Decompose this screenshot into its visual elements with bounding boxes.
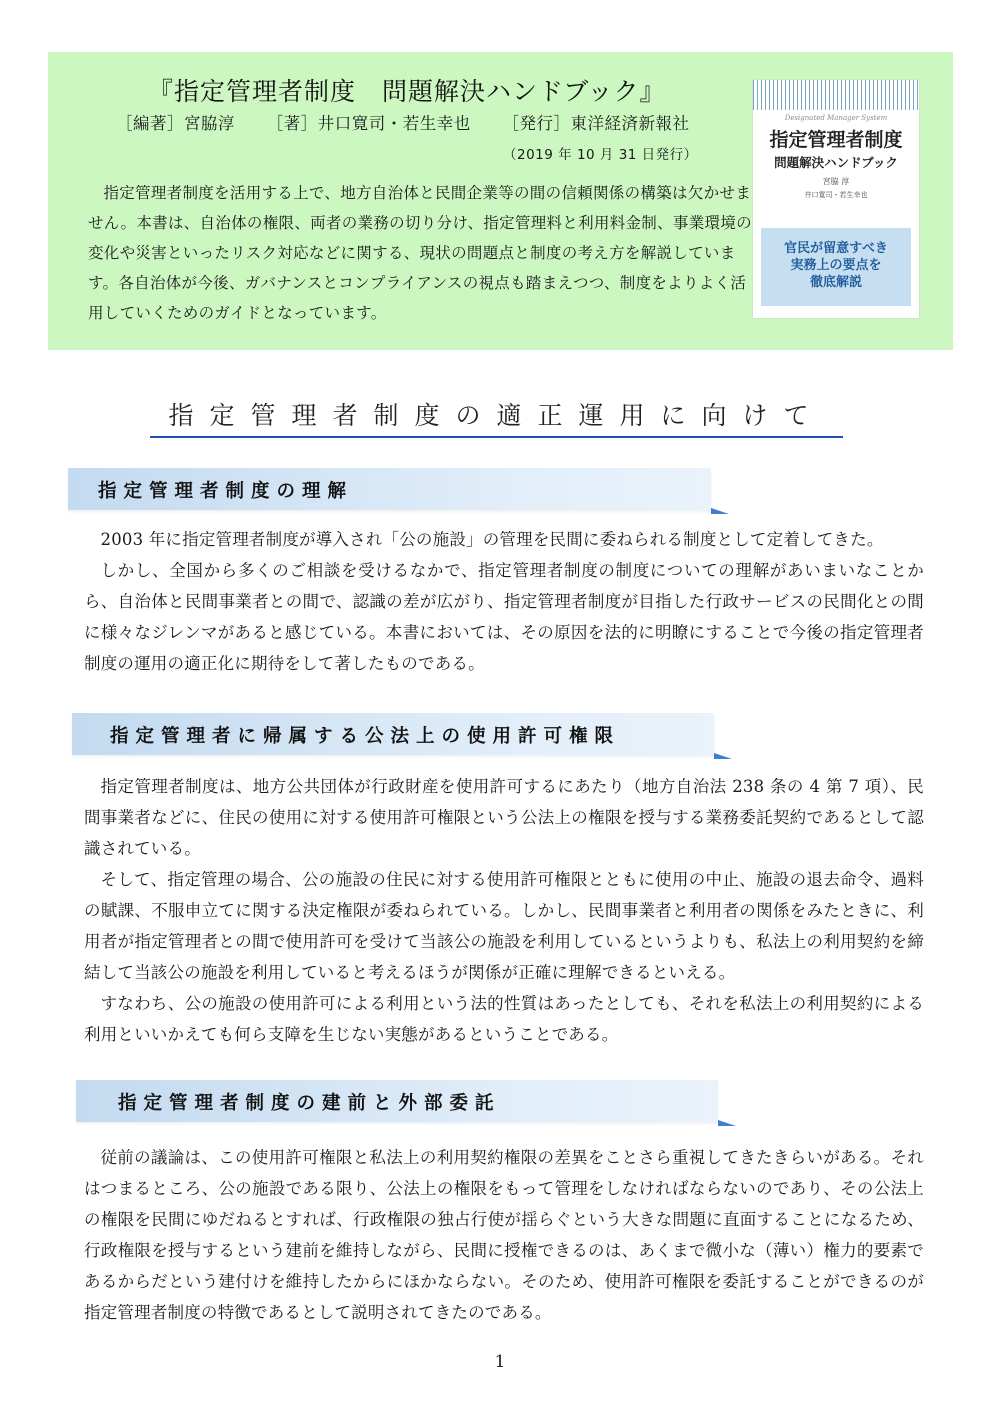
book-editor: ［編著］宮脇淳	[116, 114, 235, 133]
section-header	[72, 713, 714, 755]
section-heading: 指定管理者制度の理解	[98, 481, 354, 502]
book-promo-box	[48, 52, 953, 350]
cover-band-line: 実務上の要点を	[790, 258, 882, 273]
section-header-tail	[711, 508, 729, 514]
cover-subtitle-en: Designated Manager System	[784, 114, 888, 122]
cover-band-text	[761, 240, 911, 291]
page-number: 1	[494, 1352, 506, 1372]
cover-author: 宮脇 淳	[822, 177, 850, 186]
cover-band-line: 官民が留意すべき	[784, 241, 888, 256]
cover-band	[761, 228, 911, 306]
paragraph: 2003 年に指定管理者制度が導入され「公の施設」の管理を民間に委ねられる制度として定着してきた。	[100, 530, 884, 549]
book-publisher: ［発行］東洋経済新報社	[502, 114, 690, 133]
book-authors: ［著］井口寛司・若生幸也	[266, 114, 471, 133]
book-description: 指定管理者制度を活用する上で、地方自治体と民間企業等の間の信頼関係の構築は欠かせません。本書は、自治体の権限、両者の業務の切り分け、指定管理料と利用料金制、事業環境の変化や災害といったリスク対応などに関する、現状の問題点と制度の考え方を解説しています。各自治体が今後、ガバナンスとコンプライアンスの視点も踏まえつつ、制度をよりよく活用していくためのガイドとなっています。	[88, 184, 752, 322]
cover-band-line: 徹底解説	[809, 275, 862, 290]
section-header	[76, 1080, 718, 1122]
section-heading: 指定管理者に帰属する公法上の使用許可権限	[110, 726, 621, 747]
book-cover-image	[753, 80, 919, 318]
paragraph: 指定管理者制度は、地方公共団体が行政財産を使用許可するにあたり（地方自治法 238 条の 4 第 7 項）、民間事業者などに、住民の使用に対する使用許可権限という公法上の権限を授与する業務委託契約であるとして認識されている。	[84, 777, 924, 858]
section-body	[84, 771, 924, 1050]
book-credits	[116, 110, 716, 134]
section-header	[68, 468, 711, 510]
paragraph: すなわち、公の施設の使用許可による利用という法的性質はあったとしても、それを私法上の利用契約による利用といいかえても何ら支障を生じない実態があるということである。	[84, 994, 924, 1044]
cover-title: 指定管理者制度	[769, 129, 903, 151]
cover-coauthors: 井口寛司・若生幸也	[804, 191, 868, 199]
paragraph: 従前の議論は、この使用許可権限と私法上の利用契約権限の差異をことさら重視してきたきらいがある。それはつまるところ、公の施設である限り、公法上の権限をもって管理をしなければならないのであり、その公法上の権限を民間にゆだねるとすれば、行政権限の独占行使が揺らぐという大きな問題に直面することになるため、行政権限を授与するという建前を維持しながら、民間に授権できるのは、あくまで微小な（薄い）権力的要素であるからだという建付けを維持したからにほかならない。そのため、使用許可権限を委託することができるのが指定管理者制度の特徴であるとして説明されてきたのである。	[84, 1148, 924, 1322]
book-publish-date: （2019 年 10 月 31 日発行）	[503, 147, 698, 163]
paragraph: そして、指定管理の場合、公の施設の住民に対する使用許可権限とともに使用の中止、施設の退去命令、過料の賦課、不服申立てに関する決定権限が委ねられている。しかし、民間事業者と利用者の関係をみたときに、利用者が指定管理者との間で使用許可を受けて当該公の施設を利用しているというよりも、私法上の利用契約を締結して当該公の施設を利用していると考えるほうが関係が正確に理解できるといえる。	[84, 870, 924, 982]
cover-stripe-pattern	[753, 80, 919, 110]
paragraph: しかし、全国から多くのご相談を受けるなかで、指定管理者制度の制度についての理解があいまいなことから、自治体と民間事業者との間で、認識の差が広がり、指定管理者制度が目指した行政サービスの民間化との間に様々なジレンマがあると感じている。本書においては、その原因を法的に明瞭にすることで今後の指定管理者制度の運用の適正化に期待をして著したものである。	[84, 561, 924, 673]
section-body	[84, 1142, 924, 1328]
book-title: 『指定管理者制度 問題解決ハンドブック』	[148, 77, 666, 106]
section-header-tail	[714, 753, 732, 759]
page-title: 指定管理者制度の適正運用に向けて	[150, 396, 843, 438]
section-body	[84, 524, 924, 679]
section-header-tail	[718, 1120, 736, 1126]
section-heading: 指定管理者制度の建前と外部委託	[118, 1093, 501, 1114]
cover-subtitle: 問題解決ハンドブック	[774, 155, 898, 170]
